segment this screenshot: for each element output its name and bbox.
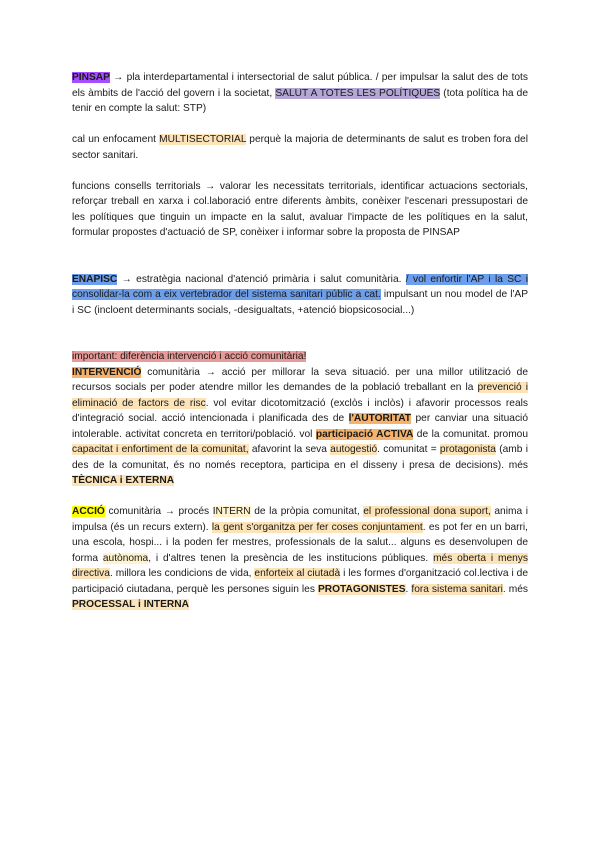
document-page xyxy=(72,70,528,613)
accio-term: ACCIÓ xyxy=(72,506,105,517)
multisectorial-highlight: MULTISECTORIAL xyxy=(159,134,247,145)
enapisc-paragraph: ENAPISC → estratègia nacional d'atenció primària i salut comunitària. / vol enfortir l'AP i la SC i consolidar-la com a eix vertebrador del sistema sanitari públic a cat. impulsant un nou model de l'AP i SC (incloent determinants socials, -desigualtats, +atenció biopsicosocial...) xyxy=(72,273,528,316)
pinsap-highlight: SALUT A TOTES LES POLÍTIQUES xyxy=(275,87,441,99)
enapisc-highlight: / vol enfortir l'AP i la SC i consolidar-la com a eix vertebrador del sistema sanitari públic a cat. xyxy=(72,273,528,300)
enapisc-term: ENAPISC xyxy=(72,273,118,285)
multisectorial-paragraph: cal un enfocament MULTISECTORIAL perquè la majoria de determinants de salut es troben fora del sector sanitari. xyxy=(72,134,528,161)
intervencio-term: INTERVENCIÓ xyxy=(72,366,142,378)
pinsap-term: PINSAP xyxy=(72,72,110,83)
important-note: important: diferència intervenció i acció comunitària! xyxy=(72,351,307,362)
pinsap-paragraph: PINSAP → pla interdepartamental i intersectorial de salut pública. / per impulsar la salut des de tots els àmbits de l'acció del govern i la societat, SALUT A TOTES LES POLÍTIQUES (tota política ha de tenir en compte la salut: STP) xyxy=(72,72,528,114)
accio-paragraph: ACCIÓ comunitària → procés INTERN de la pròpia comunitat, el professional dona suport, anima i impulsa (és un recurs extern). la gent s'organitza per fer coses conjuntament. es pot fer en un barri, una escola, hospi... i la poden fer mestres, professionals de la salut... alguns es desenvolupen de forma autònoma, i d'altres tenen la presència de les institucions públiques. més oberta i menys directiva. millora les condicions de vida, enforteix al ciutadà i les formes d'organització col.lectiva i de participació ciutadana, perquè les persones siguin les PROTAGONISTES. fora sistema sanitari. més PROCESSAL i INTERNA xyxy=(72,506,529,610)
intervencio-paragraph: INTERVENCIÓ comunitària → acció per millorar la seva situació. per una millor utilització de recursos socials per poder atendre millor les demandes de la població treballant en la prevenció i eliminació de factors de risc. vol evitar dicotomització (exclòs i inclòs) i afavorir processos reals d'integració social. acció intencionada i planificada des de l'AUTORITAT per canviar una situació intolerable. activitat concreta en territori/població. vol participació ACTIVA de la comunitat. promou capacitat i enfortiment de la comunitat, afavorint la seva autogestió. comunitat = protagonista (amb i des de la comunitat, és no només receptora, participa en el disseny i presa de decisions). més TÈCNICA i EXTERNA xyxy=(72,366,529,486)
funcions-paragraph: funcions consells territorials → valorar les necessitats territorials, identificar actuacions sectorials, reforçar treball en xarxa i col.laboració entre diferents àmbits, conèixer l'escenari pressupostari de les polítiques que tinguin un impacte en la salut, avaluar l'impacte de les polítiques en la salut, formular propostes d'actuació de SP, conèixer i informar sobre la proposta de PINSAP xyxy=(72,180,528,238)
